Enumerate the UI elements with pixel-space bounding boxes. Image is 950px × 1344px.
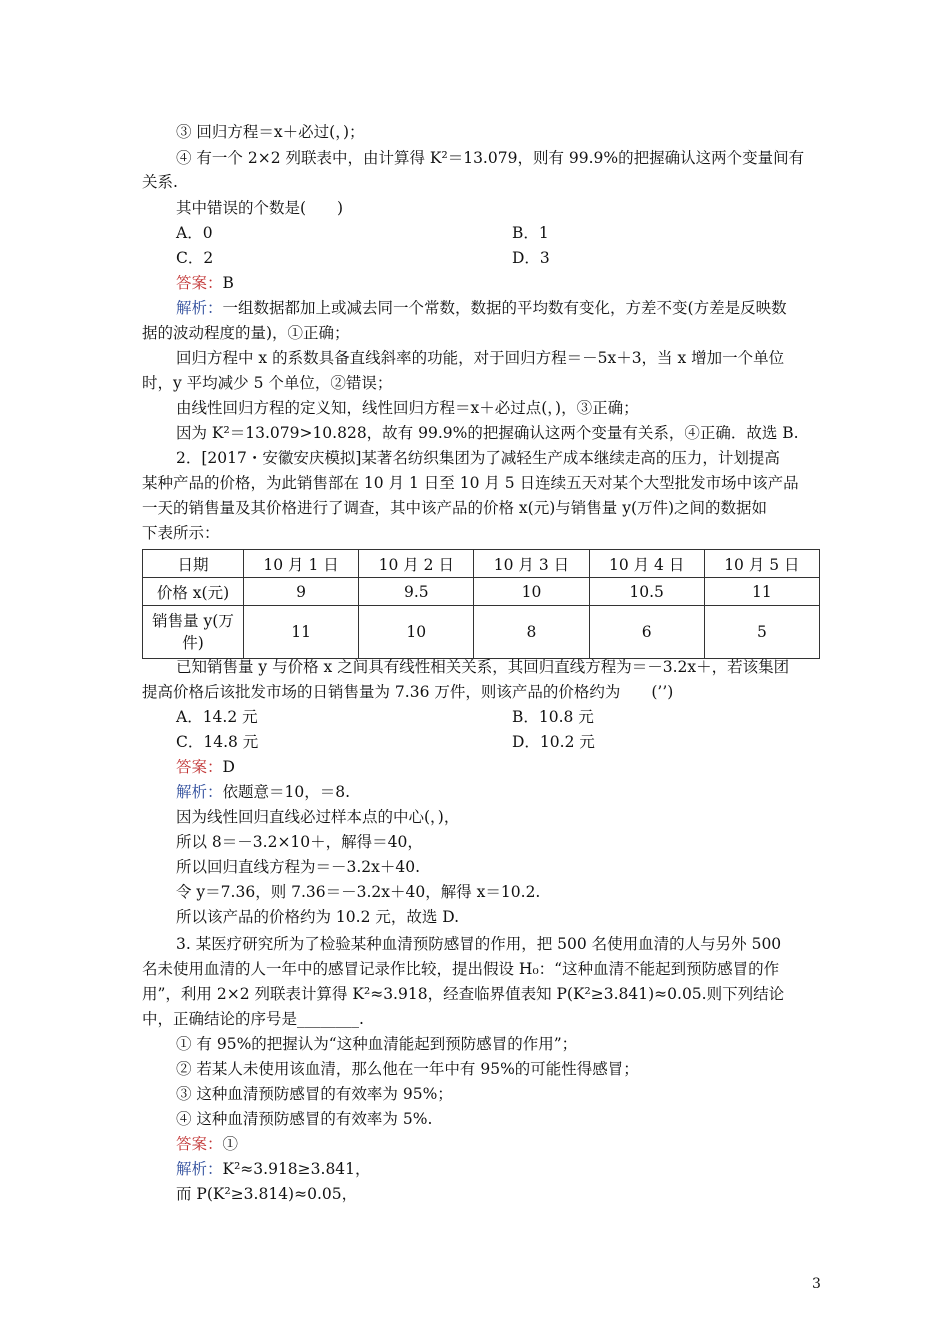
q3-explanation-1 xyxy=(176,1158,371,1180)
q2-explanation-2: 因为线性回归直线必过样本点的中心(，)， xyxy=(176,808,460,826)
q1-option-c: C．2 xyxy=(176,249,214,267)
q2-option-d: D．10.2 元 xyxy=(512,733,595,751)
answer-label: 答案： xyxy=(176,758,223,776)
explanation-text: 一组数据都加上或减去同一个常数，数据的平均数有变化，方差不变(方差是反映数 xyxy=(222,299,787,317)
q2-answer xyxy=(176,756,235,778)
table-row xyxy=(143,606,820,659)
q1-statement-4: ④ 有一个 2×2 列联表中，由计算得 K²＝13.079，则有 99.9%的把握确认这两个变量间有 xyxy=(176,149,805,167)
q2-explanation-1 xyxy=(176,781,350,803)
q3-explanation-2: 而 P(K²≥3.814)≈0.05， xyxy=(176,1185,358,1203)
explanation-label: 解析： xyxy=(176,1160,223,1178)
q2-explanation-5: 令 y＝7.36，则 7.36＝－3.2x＋40，解得 x＝10.2. xyxy=(176,883,541,901)
page-number: 3 xyxy=(812,1276,821,1292)
table-cell: 价格 x(元) xyxy=(143,578,244,606)
q1-question: 其中错误的个数是( ) xyxy=(176,199,344,217)
table-cell: 10 月 5 日 xyxy=(704,550,819,578)
table-row xyxy=(143,578,820,606)
q3-option-1: ① 有 95%的把握认为“这种血清能起到预防感冒的作用”； xyxy=(176,1035,578,1053)
q1-explanation-4: 时，y 平均减少 5 个单位，②错误； xyxy=(142,374,393,392)
q3-option-4: ④ 这种血清预防感冒的有效率为 5%. xyxy=(176,1110,433,1128)
table-cell: 5 xyxy=(704,606,819,659)
q2-text-4: 下表所示： xyxy=(142,524,220,542)
price-sales-table xyxy=(142,549,820,659)
q1-explanation-2: 据的波动程度的量)，①正确； xyxy=(142,324,350,342)
q1-option-d: D．3 xyxy=(512,249,550,267)
answer-value: ① xyxy=(222,1135,239,1153)
q1-explanation-3: 回归方程中 x 的系数具备直线斜率的功能，对于回归方程＝－5x＋3，当 x 增加一个单位 xyxy=(176,349,785,367)
table-cell: 8 xyxy=(474,606,589,659)
q2-explanation-3: 所以 8＝－3.2×10＋，解得＝40， xyxy=(176,833,423,851)
sales-label-line2: 件) xyxy=(182,634,204,652)
table-cell: 6 xyxy=(589,606,704,659)
table-header-row xyxy=(143,550,820,578)
explanation-label: 解析： xyxy=(176,299,223,317)
explanation-text: 依题意＝10，＝8. xyxy=(222,783,351,801)
table-cell: 日期 xyxy=(143,550,244,578)
table-cell xyxy=(143,606,244,659)
table-cell: 10 xyxy=(474,578,589,606)
table-cell: 9.5 xyxy=(359,578,474,606)
explanation-label: 解析： xyxy=(176,783,223,801)
answer-label: 答案： xyxy=(176,274,223,292)
q2-explanation-6: 所以该产品的价格约为 10.2 元，故选 D. xyxy=(176,908,460,926)
q2-option-c: C．14.8 元 xyxy=(176,733,259,751)
table-cell: 10.5 xyxy=(589,578,704,606)
q1-explanation-6: 因为 K²＝13.079>10.828，故有 99.9%的把握确认这两个变量有关系，④正确．故选 B. xyxy=(176,424,799,442)
table-cell: 11 xyxy=(244,606,359,659)
q3-text-4: 中，正确结论的序号是________. xyxy=(142,1010,364,1028)
table-cell: 9 xyxy=(244,578,359,606)
q3-text-1: 3. 某医疗研究所为了检验某种血清预防感冒的作用，把 500 名使用血清的人与另外 500 xyxy=(176,935,782,953)
q1-statement-4-cont: 关系. xyxy=(142,173,178,191)
q2-explanation-4: 所以回归直线方程为＝－3.2x＋40. xyxy=(176,858,421,876)
q3-text-2: 名未使用血清的人一年中的感冒记录作比较，提出假设 H₀：“这种血清不能起到预防感冒的作 xyxy=(142,960,780,978)
answer-value: D xyxy=(222,758,235,776)
q2-text-1: 2．[2017・安徽安庆模拟]某著名纺织集团为了减轻生产成本继续走高的压力，计划提高 xyxy=(176,449,780,467)
q1-statement-3: ③ 回归方程＝x＋必过(，)； xyxy=(176,123,365,141)
q2-text-3: 一天的销售量及其价格进行了调查，其中该产品的价格 x(元)与销售量 y(万件)之间的数据如 xyxy=(142,499,768,517)
table-cell: 10 月 2 日 xyxy=(359,550,474,578)
q1-option-a: A．0 xyxy=(176,224,213,242)
table-cell: 10 xyxy=(359,606,474,659)
q3-text-3: 用”，利用 2×2 列联表计算得 K²≈3.918，经查临界值表知 P(K²≥3.841)≈0.05.则下列结论 xyxy=(142,985,785,1003)
table-cell: 11 xyxy=(704,578,819,606)
explanation-text: K²≈3.918≥3.841， xyxy=(222,1160,371,1178)
q1-option-b: B．1 xyxy=(512,224,549,242)
answer-label: 答案： xyxy=(176,1135,223,1153)
q2-option-b: B．10.8 元 xyxy=(512,708,594,726)
q3-option-2: ② 若某人未使用该血清，那么他在一年中有 95%的可能性得感冒； xyxy=(176,1060,639,1078)
table-cell: 10 月 1 日 xyxy=(244,550,359,578)
table-cell: 10 月 3 日 xyxy=(474,550,589,578)
q1-answer xyxy=(176,272,234,294)
table-cell: 10 月 4 日 xyxy=(589,550,704,578)
q2-text-6: 提高价格后该批发市场的日销售量为 7.36 万件，则该产品的价格约为 (’’) xyxy=(142,683,674,701)
q1-explanation-1 xyxy=(176,297,787,319)
sales-label-line1: 销售量 y(万 xyxy=(152,612,234,630)
answer-value: B xyxy=(222,274,234,292)
q2-option-a: A．14.2 元 xyxy=(176,708,258,726)
q1-explanation-5: 由线性回归方程的定义知，线性回归方程＝x＋必过点(，)，③正确； xyxy=(176,399,639,417)
q3-answer xyxy=(176,1133,238,1155)
q3-option-3: ③ 这种血清预防感冒的有效率为 95%； xyxy=(176,1085,453,1103)
q2-text-5: 已知销售量 y 与价格 x 之间具有线性相关关系，其回归直线方程为＝－3.2x＋，若该集团 xyxy=(176,658,790,676)
q2-text-2: 某种产品的价格，为此销售部在 10 月 1 日至 10 月 5 日连续五天对某个大型批发市场中该产品 xyxy=(142,474,799,492)
